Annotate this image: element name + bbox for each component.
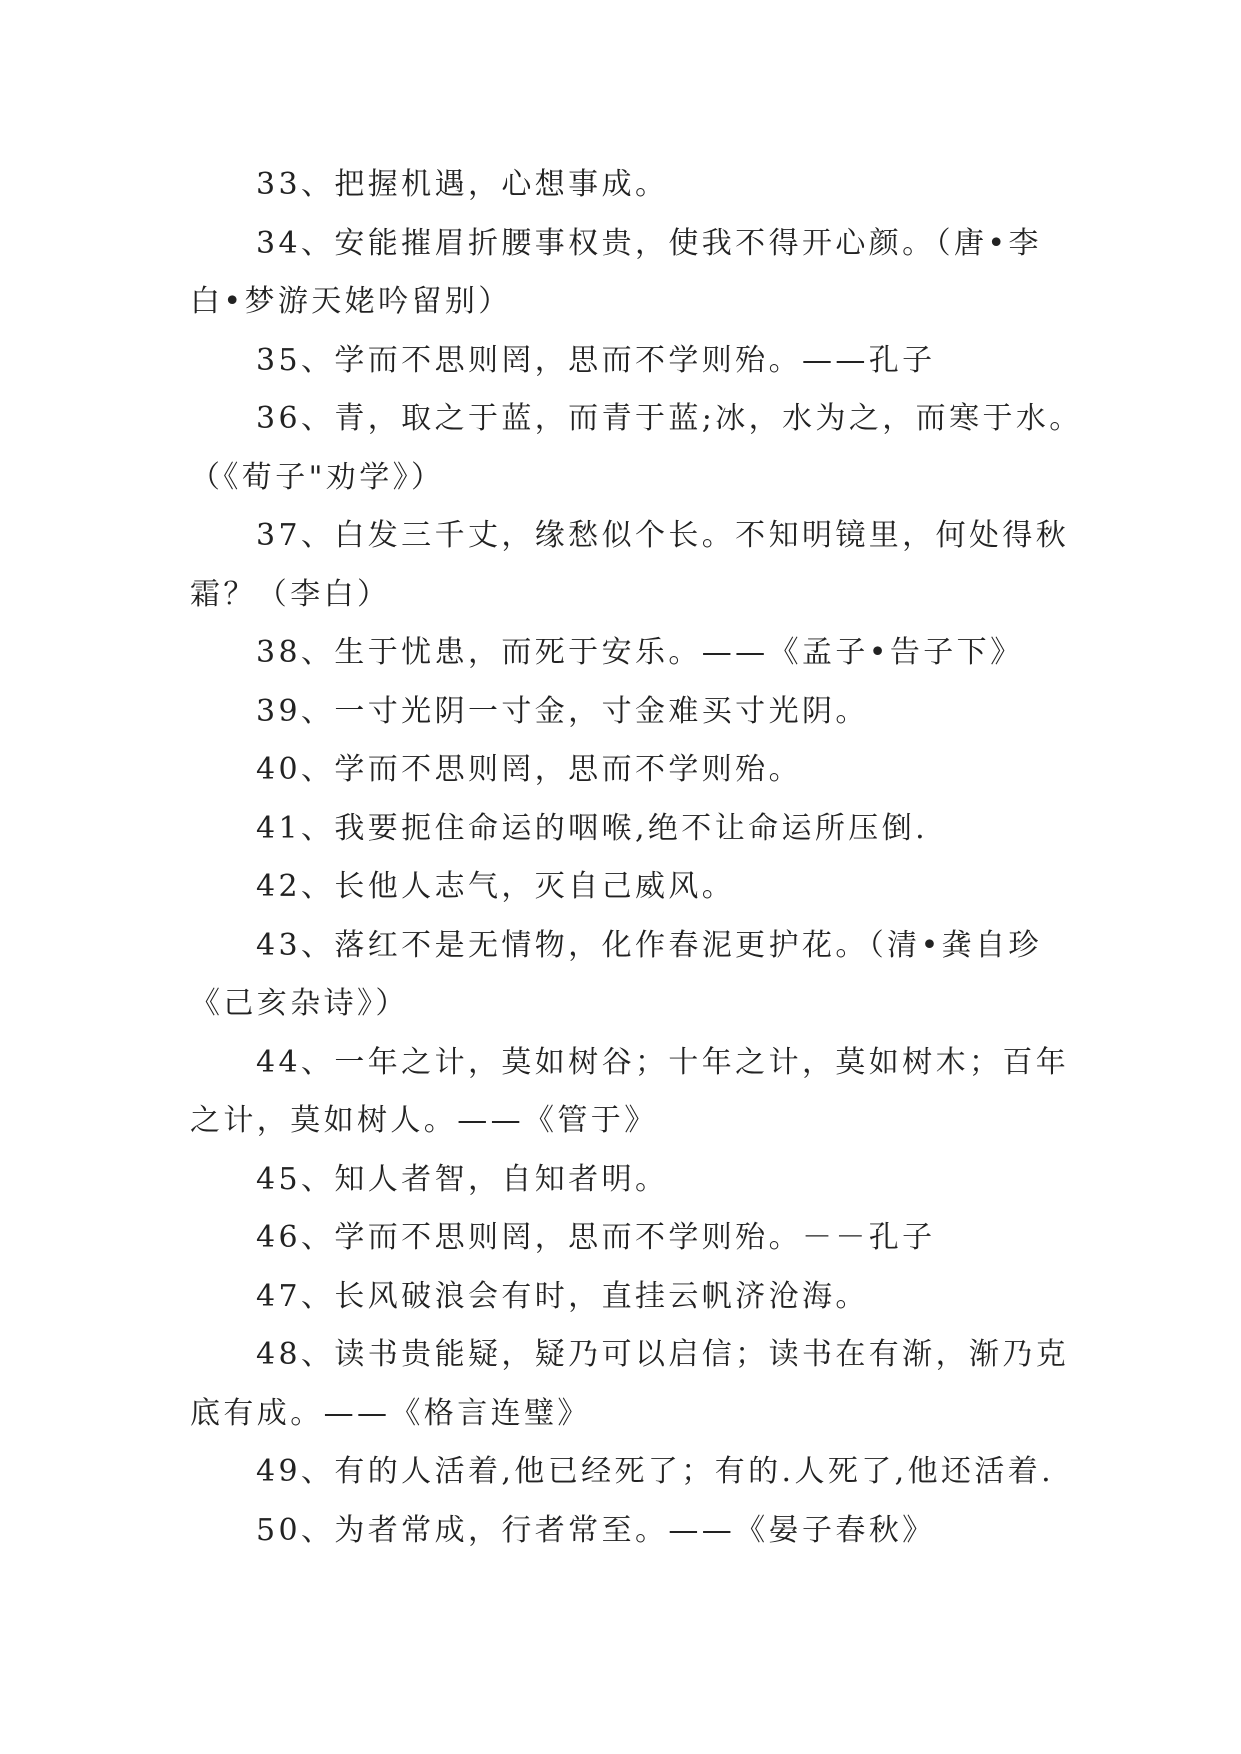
quote-36-line-1: 36、青，取之于蓝，而青于蓝;冰，水为之，而寒于水。 xyxy=(256,401,1083,436)
quote-50-line: 50、为者常成，行者常至。——《晏子春秋》 xyxy=(256,1512,936,1548)
quote-36-line-2: （《荀子"劝学》） xyxy=(190,459,445,495)
quote-48-line-1: 48、读书贵能疑，疑乃可以启信；读书在有渐，渐乃克 xyxy=(256,1337,1070,1372)
quote-46-line: 46、学而不思则罔，思而不学则殆。－－孔子 xyxy=(256,1220,936,1255)
quote-49-line: 49、有的人活着,他已经死了；有的.人死了,他还活着. xyxy=(256,1454,1055,1489)
quote-40-line: 40、学而不思则罔，思而不学则殆。 xyxy=(256,752,802,787)
quote-44-line-1: 44、一年之计，莫如树谷；十年之计，莫如树木；百年 xyxy=(256,1044,1070,1080)
quote-48-line-2: 底有成。——《格言连璧》 xyxy=(190,1395,591,1431)
quote-34-line-1: 34、安能摧眉折腰事权贵，使我不得开心颜。（唐•李 xyxy=(256,225,1042,261)
quote-47-line: 47、长风破浪会有时，直挂云帆济沧海。 xyxy=(256,1278,869,1314)
quote-37-line-1: 37、白发三千丈，缘愁似个长。不知明镜里，何处得秋 xyxy=(256,518,1070,553)
quote-37-line-2: 霜？（李白） xyxy=(190,576,391,612)
quote-33-line: 33、把握机遇，心想事成。 xyxy=(256,167,669,202)
quote-39-line: 39、一寸光阴一寸金，寸金难买寸光阴。 xyxy=(256,693,869,729)
document-body xyxy=(190,156,1090,1560)
quote-38-line: 38、生于忧患，而死于安乐。——《孟子•告子下》 xyxy=(256,635,1024,670)
quote-35-line: 35、学而不思则罔，思而不学则殆。——孔子 xyxy=(256,342,936,378)
quote-34-line-2: 白•梦游天姥吟留别） xyxy=(190,284,512,319)
quote-44-line-2: 之计，莫如树人。——《管于》 xyxy=(190,1103,658,1138)
quote-42-line: 42、长他人志气，灭自己威风。 xyxy=(256,869,736,904)
quote-45-line: 45、知人者智，自知者明。 xyxy=(256,1161,669,1197)
quote-43-line-1: 43、落红不是无情物，化作春泥更护花。（清•龚自珍 xyxy=(256,927,1042,963)
quote-43-line-2: 《己亥杂诗》） xyxy=(190,986,409,1021)
quote-41-line: 41、我要扼住命运的咽喉,绝不让命运所压倒. xyxy=(256,810,929,846)
